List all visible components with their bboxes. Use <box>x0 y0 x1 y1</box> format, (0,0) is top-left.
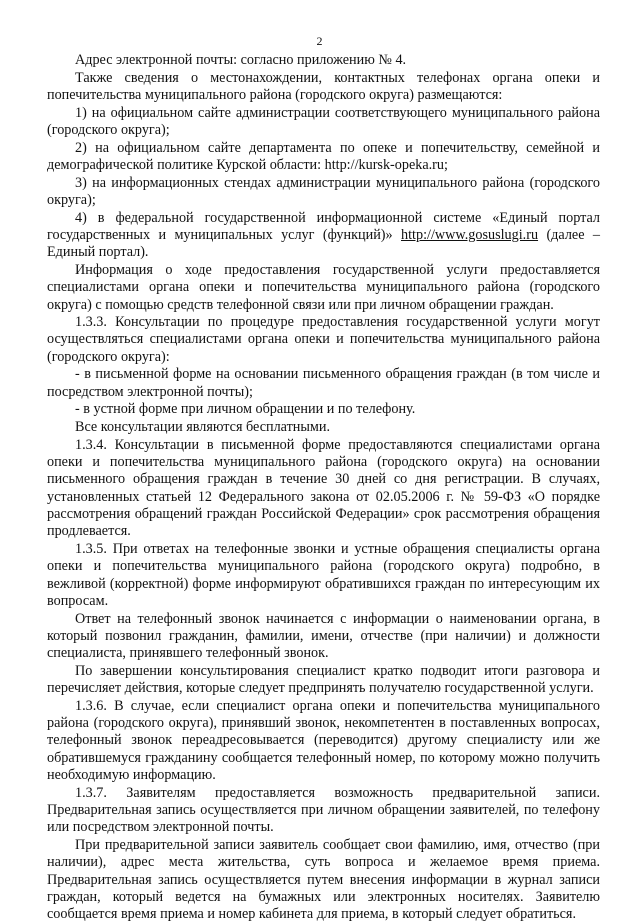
list-item-1: 1) на официальном сайте администрации соответствующего муниципального района (городского округа); <box>47 104 600 138</box>
list-item-4-text: 4) в федеральной государственной информационной системе «Единый портал государственных и муниципальных услуг (функций)» <box>47 209 600 243</box>
paragraph-phone-answer: Ответ на телефонный звонок начинается с информации о наименовании органа, в который позвонил гражданин, фамилии, имени, отчестве (при наличии) и должности специалиста, принявшего телефонный звонок. <box>47 610 600 662</box>
list-item-4 <box>47 210 600 262</box>
gosuslugi-link[interactable]: http://www.gosuslugi.ru <box>401 226 539 243</box>
page-number: 2 <box>316 34 323 48</box>
document-body <box>47 52 600 924</box>
list-item-2: 2) на официальном сайте департамента по опеке и попечительству, семейной и демографической политике Курской области: http://kursk-opeka.ru; <box>47 139 600 173</box>
paragraph-1-3-7: 1.3.7. Заявителям предоставляется возможность предварительной записи. Предварительная запись осуществляется при личном обращении заявителей, по телефону или посредством электронной почты. <box>47 784 600 836</box>
paragraph-contacts-intro: Также сведения о местонахождении, контактных телефонах органа опеки и попечительства муниципального района (городского округа) размещаются: <box>47 69 600 103</box>
paragraph-free: Все консультации являются бесплатными. <box>75 419 331 436</box>
paragraph-1-3-6: 1.3.6. В случае, если специалист органа опеки и попечительства муниципального района (городского округа), принявший звонок, некомпетентен в поставленных вопросах, телефонный звонок переадресовывается (переводится) другому специалисту или же обратившемуся гражданину сообщается телефонный номер, по которому можно получить необходимую информацию. <box>47 697 600 784</box>
list-item-4-tail: (далее – Единый портал). <box>47 226 600 261</box>
list-item-written: - в письменной форме на основании письменного обращения граждан (в том числе и посредством электронной почты); <box>47 366 600 400</box>
paragraph-pre-registration: При предварительной записи заявитель сообщает свои фамилию, имя, отчество (при наличии), адрес места жительства, суть вопроса и желаемое время приема. Предварительная запись осуществляется путем внесения информации в журнал записи граждан, который ведется на бумажных или электронных носителях. Заявителю сообщается время приема и номер кабинета для приема, в который следует обратиться. <box>47 837 600 923</box>
list-item-3: 3) на информационных стендах администрации муниципального района (городского округа); <box>47 174 600 208</box>
paragraph-consult-end: По завершении консультирования специалист кратко подводит итоги разговора и перечисляет действия, которые следует предпринять получателю государственной услуги. <box>47 662 600 697</box>
paragraph-1-3-3: 1.3.3. Консультации по процедуре предоставления государственной услуги могут осуществляться специалистами органа опеки и попечительства муниципального района (городского округа): <box>47 314 600 365</box>
paragraph-1-3-4: 1.3.4. Консультации в письменной форме предоставляются специалистами органа опеки и попечительства муниципального района (городского округа) на основании письменного обращения граждан в течение 30 дней со дня регистрации. В случаях, установленных статьей 12 Федерального закона от 02.05.2006 г. № 59-ФЗ «О порядке рассмотрения обращений граждан Российской Федерации» срок рассмотрения обращения продлевается. <box>47 436 600 540</box>
list-item-oral: - в устной форме при личном обращении и по телефону. <box>75 401 416 418</box>
paragraph-email: Адрес электронной почты: согласно приложению № 4. <box>75 52 407 68</box>
paragraph-1-3-5: 1.3.5. При ответах на телефонные звонки и устные обращения специалисты органа опеки и попечительства муниципального района (городского округа) подробно, в вежливой (корректной) форме информируют обратившихся граждан по интересующим их вопросам. <box>47 541 600 609</box>
paragraph-progress-info: Информация о ходе предоставления государственной услуги предоставляется специалистами органа опеки и попечительства муниципального района (городского округа) с помощью средств телефонной связи или при личном обращении граждан. <box>47 261 600 313</box>
